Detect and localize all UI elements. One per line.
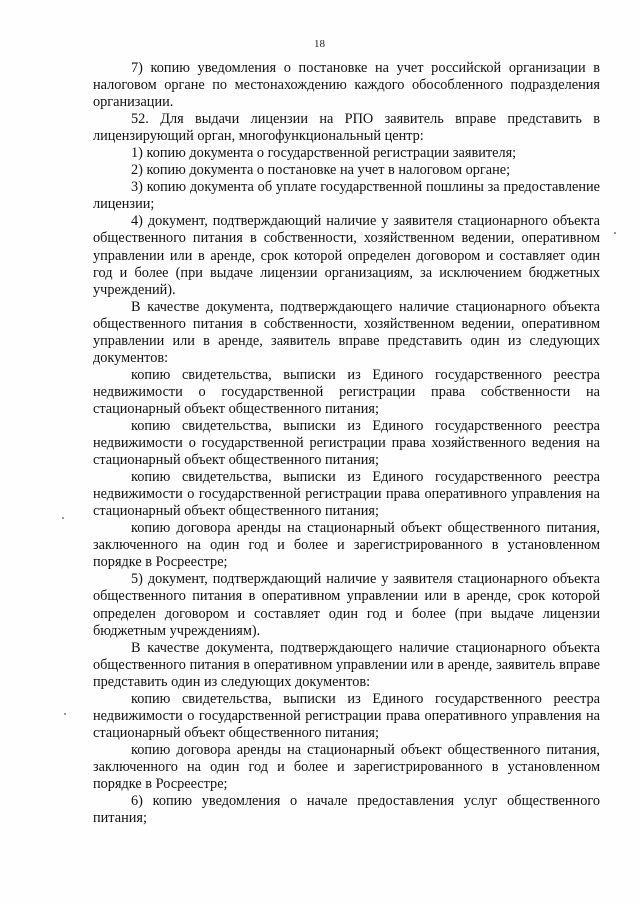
paragraph-budget-lease-agreement: копию договора аренды на стационарный объект общественного питания, заключенного на один год и более и зарегистрированного в установленном порядке в Росреестре; [93,741,600,792]
paragraph-clause-52: 52. Для выдачи лицензии на РПО заявитель вправе представить в лицензирующий орган, многофункциональный центр: [93,111,600,145]
paragraph-budget-operational-management-right: копию свидетельства, выписки из Единого государственного реестра недвижимости о государственной регистрации права оперативного управления на стационарный объект общественного питания; [93,690,600,741]
page-number: 18 [314,38,325,50]
paragraph-budget-document-types-intro: В качестве документа, подтверждающего наличие стационарного объекта общественного питания в оперативном управлении или в аренде, заявитель вправе представить один из следующих документов: [93,639,600,690]
document-body [93,60,600,827]
paragraph-item-7: 7) копию уведомления о постановке на учет российской организации в налоговом органе по местонахождению каждого обособленного подразделения организации. [93,60,600,111]
paragraph-item-1: 1) копию документа о государственной регистрации заявителя; [131,145,517,162]
paragraph-item-4: 4) документ, подтверждающий наличие у заявителя стационарного объекта общественного питания в собственности, хозяйственном ведении, оперативном управлении или в аренде, срок которой определен договором и составляет один год и более (при выдаче лицензии организациям, за исключением бюджетных учреждений). [93,213,600,298]
paragraph-operational-management-right: копию свидетельства, выписки из Единого государственного реестра недвижимости о государственной регистрации права оперативного управления на стационарный объект общественного питания; [93,469,600,520]
paragraph-item-6: 6) копию уведомления о начале предоставления услуг общественного питания; [93,793,600,827]
paragraph-lease-agreement: копию договора аренды на стационарный объект общественного питания, заключенного на один год и более и зарегистрированного в установленном порядке в Росреестре; [93,520,600,571]
scan-speck [62,517,64,519]
paragraph-economic-management-right: копию свидетельства, выписки из Единого государственного реестра недвижимости о государственной регистрации права хозяйственного ведения на стационарный объект общественного питания; [93,417,600,469]
paragraph-ownership-right: копию свидетельства, выписки из Единого государственного реестра недвижимости о государственной регистрации права собственности на стационарный объект общественного питания; [93,366,600,417]
paragraph-item-5: 5) документ, подтверждающий наличие у заявителя стационарного объекта общественного питания в оперативном управлении или в аренде, срок которой определен договором и составляет один год и более (при выдаче лицензии бюджетным учреждениям). [93,571,600,639]
paragraph-document-types-intro: В качестве документа, подтверждающего наличие стационарного объекта общественного питания в собственности, хозяйственном ведении, оперативном управлении или в аренде, заявитель вправе представить один из следующих документов: [93,298,600,366]
scan-speck [64,713,66,715]
paragraph-item-2: 2) копию документа о постановке на учет в налоговом органе; [131,162,511,179]
scan-speck [614,232,616,234]
paragraph-item-3: 3) копию документа об уплате государственной пошлины за предоставление лицензии; [93,179,600,213]
